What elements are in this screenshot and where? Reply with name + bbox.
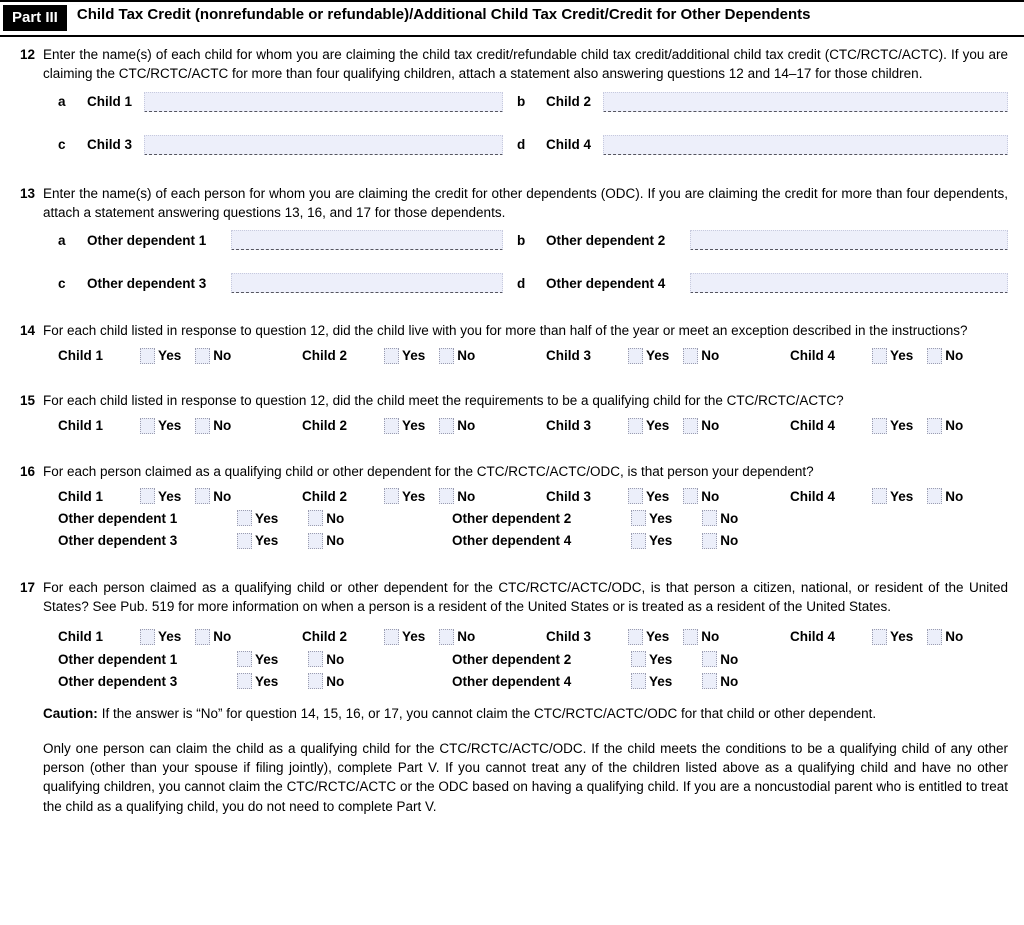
- child-3-label: Child 3: [546, 418, 592, 434]
- q16-dependents-row-2: [43, 531, 1008, 550]
- row-letter: c: [58, 275, 66, 291]
- yes-label: Yes: [255, 533, 279, 549]
- question-12-number: 12: [20, 47, 36, 63]
- question-15-text: For each child listed in response to question 12, did the child meet the requirements to be a qualifying child for the CTC/RCTC/ACTC?: [43, 393, 844, 409]
- no-label: No: [701, 629, 720, 645]
- question-17-number: 17: [20, 580, 36, 596]
- other-dependent-3-name-input[interactable]: [231, 273, 503, 293]
- q14-child-2-yes-checkbox[interactable]: [384, 348, 399, 364]
- other-dependent-4-name-input[interactable]: [690, 273, 1008, 293]
- no-label: No: [945, 348, 964, 364]
- yes-label: Yes: [890, 348, 914, 364]
- q14-children-answer-row: [43, 346, 1008, 365]
- q17-dep-1-group: [58, 650, 452, 669]
- other-dependent-1-name-input[interactable]: [231, 230, 503, 250]
- q16-child-2-yes-checkbox[interactable]: [384, 488, 399, 504]
- q15-child-2-yes-checkbox[interactable]: [384, 418, 399, 434]
- child-3-label: Child 3: [546, 488, 592, 504]
- q14-child-4-yes-checkbox[interactable]: [872, 348, 887, 364]
- q16-child-4-group: [790, 487, 1024, 506]
- yes-label: Yes: [402, 488, 426, 504]
- other-dependent-2-label: Other dependent 2: [546, 232, 666, 248]
- q16-dep-2-yes-checkbox[interactable]: [631, 510, 646, 526]
- question-13-number: 13: [20, 185, 36, 201]
- q15-child-4-group: [790, 416, 1024, 435]
- question-17: [0, 578, 1024, 816]
- q16-child-1-no-checkbox[interactable]: [195, 488, 210, 504]
- no-label: No: [701, 348, 720, 364]
- q14-child-3-group: [546, 346, 790, 365]
- q14-child-4-group: [790, 346, 1024, 365]
- q16-dep-1-group: [58, 509, 452, 528]
- other-dependent-1-row: [43, 230, 503, 250]
- q17-dep-2-no-checkbox[interactable]: [702, 651, 717, 667]
- q15-child-1-no-checkbox[interactable]: [195, 418, 210, 434]
- q17-dependents-row-1: [43, 650, 1008, 669]
- q14-child-2-group: [302, 346, 546, 365]
- no-label: No: [457, 629, 476, 645]
- yes-label: Yes: [649, 510, 673, 526]
- q17-child-4-yes-checkbox[interactable]: [872, 629, 887, 645]
- yes-label: Yes: [402, 629, 426, 645]
- child-4-label: Child 4: [790, 348, 836, 364]
- child-4-label: Child 4: [546, 137, 592, 153]
- child-2-label: Child 2: [302, 629, 348, 645]
- other-dependent-2-name-input[interactable]: [690, 230, 1008, 250]
- question-13-name-fields: [43, 230, 1008, 293]
- q17-child-3-yes-checkbox[interactable]: [628, 629, 643, 645]
- part-label: Part III: [3, 5, 67, 31]
- child-2-label: Child 2: [546, 94, 592, 110]
- no-label: No: [701, 418, 720, 434]
- child-1-label: Child 1: [87, 94, 133, 110]
- q17-child-4-group: [790, 627, 1024, 646]
- q15-child-3-group: [546, 416, 790, 435]
- row-letter: a: [58, 232, 66, 248]
- child-1-row: [43, 92, 503, 112]
- child-2-label: Child 2: [302, 418, 348, 434]
- yes-label: Yes: [255, 510, 279, 526]
- child-3-label: Child 3: [546, 629, 592, 645]
- q17-child-1-group: [58, 627, 302, 646]
- no-label: No: [720, 673, 739, 689]
- yes-label: Yes: [158, 629, 182, 645]
- q15-child-2-group: [302, 416, 546, 435]
- q17-dep-4-yes-checkbox[interactable]: [631, 673, 646, 689]
- q16-dep-2-group: [452, 509, 846, 528]
- q17-child-3-group: [546, 627, 790, 646]
- other-dependent-3-label: Other dependent 3: [58, 673, 178, 689]
- child-4-label: Child 4: [790, 488, 836, 504]
- no-label: No: [326, 510, 345, 526]
- yes-label: Yes: [255, 651, 279, 667]
- q17-dep-4-group: [452, 672, 846, 691]
- no-label: No: [720, 651, 739, 667]
- no-label: No: [457, 488, 476, 504]
- child-1-label: Child 1: [58, 629, 104, 645]
- q17-dep-1-no-checkbox[interactable]: [308, 651, 323, 667]
- question-13-text: Enter the name(s) of each person for whom you are claiming the credit for other dependents (ODC). If you are claiming the credit for more than four dependents, attach a statement answering questions 13, 16, and 17 for those dependents.: [43, 185, 1008, 220]
- child-4-name-input[interactable]: [603, 135, 1008, 155]
- no-label: No: [457, 418, 476, 434]
- question-12: [0, 45, 1024, 158]
- yes-label: Yes: [402, 348, 426, 364]
- row-letter: d: [517, 137, 526, 153]
- no-label: No: [213, 418, 232, 434]
- other-dependent-3-row: [43, 273, 503, 293]
- yes-label: Yes: [158, 488, 182, 504]
- q15-child-2-no-checkbox[interactable]: [439, 418, 454, 434]
- child-4-label: Child 4: [790, 629, 836, 645]
- q17-child-1-yes-checkbox[interactable]: [140, 629, 155, 645]
- question-14-number: 14: [20, 322, 36, 338]
- q17-children-answer-row: [43, 627, 1008, 646]
- q16-dep-3-group: [58, 531, 452, 550]
- closing-paragraph: Only one person can claim the child as a qualifying child for the CTC/RCTC/ACTC/ODC. If the child meets the conditions to be a qualifying child of any other person (other than your spouse if filing jointly), complete Part V. If you cannot treat any of the children listed above as a qualifying child and have no other qualifying children, you cannot claim the CTC/RCTC/ACTC or the ODC based on having a qualifying child. If you are a noncustodial parent who is entitled to treat the child as a qualifying child, you do not need to complete Part V.: [43, 741, 1008, 814]
- caution-label: Caution:: [43, 705, 98, 721]
- no-label: No: [720, 533, 739, 549]
- child-1-label: Child 1: [58, 488, 104, 504]
- q16-dep-4-yes-checkbox[interactable]: [631, 533, 646, 549]
- question-14-text: For each child listed in response to question 12, did the child live with you for more than half of the year or meet an exception described in the instructions?: [43, 322, 968, 338]
- q16-dep-4-group: [452, 531, 846, 550]
- other-dependent-4-label: Other dependent 4: [452, 673, 572, 689]
- q17-dep-2-yes-checkbox[interactable]: [631, 651, 646, 667]
- question-16: [0, 462, 1024, 551]
- q14-child-4-no-checkbox[interactable]: [927, 348, 942, 364]
- caution-text: If the answer is “No” for question 14, 15, 16, or 17, you cannot claim the CTC/RCTC/ACTC/ODC for that child or other dependent.: [101, 705, 877, 721]
- q16-child-2-no-checkbox[interactable]: [439, 488, 454, 504]
- no-label: No: [720, 510, 739, 526]
- q17-child-2-no-checkbox[interactable]: [439, 629, 454, 645]
- q16-child-4-yes-checkbox[interactable]: [872, 488, 887, 504]
- no-label: No: [701, 488, 720, 504]
- no-label: No: [945, 629, 964, 645]
- child-3-label: Child 3: [87, 137, 133, 153]
- q17-dep-3-group: [58, 672, 452, 691]
- q16-dep-3-no-checkbox[interactable]: [308, 533, 323, 549]
- child-2-name-input[interactable]: [603, 92, 1008, 112]
- other-dependent-2-row: [517, 230, 1008, 250]
- no-label: No: [213, 488, 232, 504]
- q14-child-2-no-checkbox[interactable]: [439, 348, 454, 364]
- q15-child-3-no-checkbox[interactable]: [683, 418, 698, 434]
- child-2-row: [517, 92, 1008, 112]
- yes-label: Yes: [158, 418, 182, 434]
- question-12-name-fields: [43, 92, 1008, 155]
- row-letter: b: [517, 232, 526, 248]
- question-14: [0, 321, 1024, 365]
- q16-children-answer-row: [43, 487, 1008, 506]
- q17-dep-4-no-checkbox[interactable]: [702, 673, 717, 689]
- other-dependent-1-label: Other dependent 1: [58, 510, 178, 526]
- other-dependent-4-label: Other dependent 4: [452, 533, 572, 549]
- q17-dependents-row-2: [43, 672, 1008, 691]
- no-label: No: [326, 533, 345, 549]
- q16-child-1-yes-checkbox[interactable]: [140, 488, 155, 504]
- question-16-number: 16: [20, 463, 36, 479]
- child-3-label: Child 3: [546, 348, 592, 364]
- q15-child-3-yes-checkbox[interactable]: [628, 418, 643, 434]
- child-2-label: Child 2: [302, 488, 348, 504]
- child-1-label: Child 1: [58, 418, 104, 434]
- other-dependent-2-label: Other dependent 2: [452, 651, 572, 667]
- other-dependent-3-label: Other dependent 3: [87, 275, 207, 291]
- q16-dep-3-yes-checkbox[interactable]: [237, 533, 252, 549]
- q17-dep-1-yes-checkbox[interactable]: [237, 651, 252, 667]
- q14-child-3-yes-checkbox[interactable]: [628, 348, 643, 364]
- other-dependent-2-label: Other dependent 2: [452, 510, 572, 526]
- other-dependent-3-label: Other dependent 3: [58, 533, 178, 549]
- yes-label: Yes: [649, 533, 673, 549]
- other-dependent-4-label: Other dependent 4: [546, 275, 666, 291]
- q16-dependents-row-1: [43, 509, 1008, 528]
- row-letter: c: [58, 137, 66, 153]
- no-label: No: [457, 348, 476, 364]
- yes-label: Yes: [890, 488, 914, 504]
- yes-label: Yes: [890, 418, 914, 434]
- q16-child-2-group: [302, 487, 546, 506]
- question-15: [0, 391, 1024, 435]
- yes-label: Yes: [402, 418, 426, 434]
- q17-dep-3-no-checkbox[interactable]: [308, 673, 323, 689]
- q15-children-answer-row: [43, 416, 1008, 435]
- q14-child-1-yes-checkbox[interactable]: [140, 348, 155, 364]
- yes-label: Yes: [646, 488, 670, 504]
- q16-dep-2-no-checkbox[interactable]: [702, 510, 717, 526]
- q14-child-3-no-checkbox[interactable]: [683, 348, 698, 364]
- q17-dep-3-yes-checkbox[interactable]: [237, 673, 252, 689]
- no-label: No: [213, 348, 232, 364]
- q16-dep-4-no-checkbox[interactable]: [702, 533, 717, 549]
- no-label: No: [326, 673, 345, 689]
- q17-child-2-group: [302, 627, 546, 646]
- child-3-name-input[interactable]: [144, 135, 503, 155]
- question-17-text: For each person claimed as a qualifying child or other dependent for the CTC/RCTC/ACTC/ODC, is that person a citizen, national, or resident of the United States? See Pub. 519 for more information on when a person is a resident of the United States or is treated as a resident of the United States.: [43, 580, 1008, 615]
- row-letter: b: [517, 94, 526, 110]
- yes-label: Yes: [890, 629, 914, 645]
- q16-child-1-group: [58, 487, 302, 506]
- q16-child-3-group: [546, 487, 790, 506]
- q15-child-1-yes-checkbox[interactable]: [140, 418, 155, 434]
- yes-label: Yes: [646, 629, 670, 645]
- caution-note: [43, 704, 1008, 723]
- question-15-number: 15: [20, 393, 36, 409]
- q15-child-4-yes-checkbox[interactable]: [872, 418, 887, 434]
- yes-label: Yes: [646, 348, 670, 364]
- part-title: Child Tax Credit (nonrefundable or refundable)/Additional Child Tax Credit/Credit for Other Dependents: [76, 6, 811, 23]
- yes-label: Yes: [649, 673, 673, 689]
- no-label: No: [945, 488, 964, 504]
- other-dependent-4-row: [517, 273, 1008, 293]
- q16-child-3-yes-checkbox[interactable]: [628, 488, 643, 504]
- yes-label: Yes: [649, 651, 673, 667]
- child-1-label: Child 1: [58, 348, 104, 364]
- question-13: [0, 184, 1024, 297]
- q15-child-4-no-checkbox[interactable]: [927, 418, 942, 434]
- question-12-text: Enter the name(s) of each child for whom you are claiming the child tax credit/refundable child tax credit/additional child tax credit (CTC/RCTC/ACTC). If you are claiming the CTC/RCTC/ACTC for more than four qualifying children, attach a statement also answering questions 12 and 14–17 for those children.: [43, 47, 1008, 82]
- q16-child-4-no-checkbox[interactable]: [927, 488, 942, 504]
- q15-child-1-group: [58, 416, 302, 435]
- q14-child-1-no-checkbox[interactable]: [195, 348, 210, 364]
- child-4-label: Child 4: [790, 418, 836, 434]
- other-dependent-1-label: Other dependent 1: [87, 232, 207, 248]
- no-label: No: [945, 418, 964, 434]
- q16-dep-1-no-checkbox[interactable]: [308, 510, 323, 526]
- child-3-row: [43, 135, 503, 155]
- q17-child-4-no-checkbox[interactable]: [927, 629, 942, 645]
- row-letter: a: [58, 94, 66, 110]
- no-label: No: [326, 651, 345, 667]
- child-4-row: [517, 135, 1008, 155]
- q17-dep-2-group: [452, 650, 846, 669]
- q17-child-2-yes-checkbox[interactable]: [384, 629, 399, 645]
- q17-child-1-no-checkbox[interactable]: [195, 629, 210, 645]
- yes-label: Yes: [646, 418, 670, 434]
- yes-label: Yes: [255, 673, 279, 689]
- yes-label: Yes: [158, 348, 182, 364]
- q16-child-3-no-checkbox[interactable]: [683, 488, 698, 504]
- part-header: [0, 0, 1024, 37]
- row-letter: d: [517, 275, 526, 291]
- child-2-label: Child 2: [302, 348, 348, 364]
- child-1-name-input[interactable]: [144, 92, 503, 112]
- q14-child-1-group: [58, 346, 302, 365]
- q16-dep-1-yes-checkbox[interactable]: [237, 510, 252, 526]
- q17-child-3-no-checkbox[interactable]: [683, 629, 698, 645]
- question-16-text: For each person claimed as a qualifying child or other dependent for the CTC/RCTC/ACTC/ODC, is that person your dependent?: [43, 463, 814, 479]
- other-dependent-1-label: Other dependent 1: [58, 651, 178, 667]
- no-label: No: [213, 629, 232, 645]
